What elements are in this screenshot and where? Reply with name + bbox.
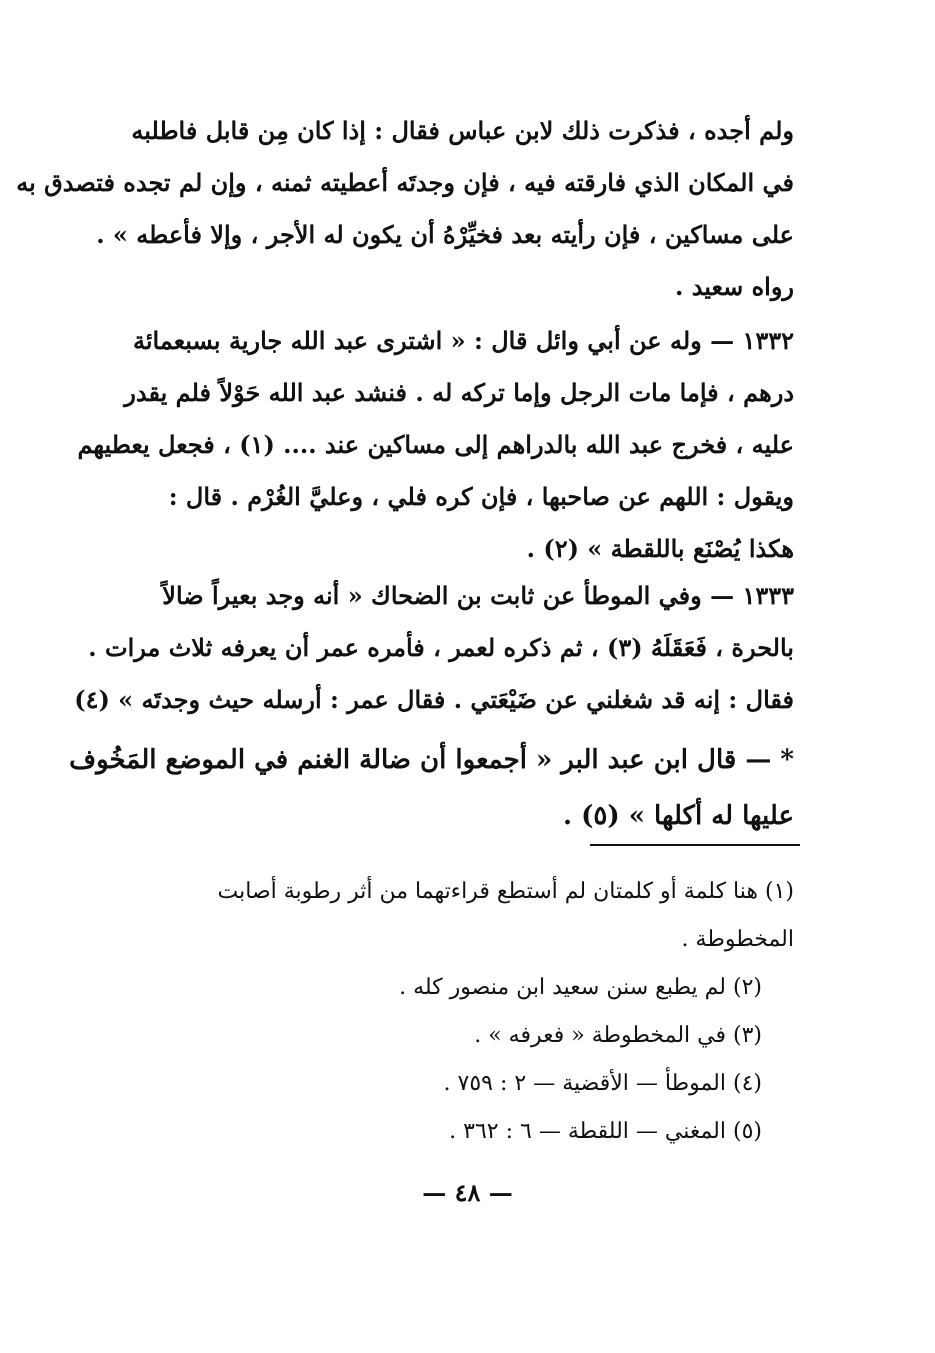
text-line: ١٣٣٣ — وفي الموطأ عن ثابت بن الضحاك « أنه وجد بعيراً ضالاً (162, 581, 794, 610)
paragraph-1333 (74, 570, 794, 726)
text-line: في المكان الذي فارقته فيه ، فإن وجدتَه أعطيته ثمنه ، وإن لم تجده فتصدق به (16, 168, 794, 197)
paragraph-ibn-abd-al-barr (69, 732, 794, 844)
footnote-4: (٤) الموطأ — الأقضية — ٢ : ٧٥٩ . (443, 1071, 762, 1096)
text-line: درهم ، فإما مات الرجل وإما تركه له . فنشد عبد الله حَوْلاً فلم يقدر (124, 378, 794, 407)
page-number: — ٤٨ — (422, 1178, 513, 1207)
text-line: * — قال ابن عبد البر « أجمعوا أن ضالة الغنم في الموضع المَخُوف (69, 745, 794, 775)
footnote-separator (590, 844, 800, 846)
text-line: ١٣٣٢ — وله عن أبي وائل قال : « اشترى عبد الله جارية بسبعمائة (132, 326, 794, 355)
footnote-5: (٥) المغني — اللقطة — ٦ : ٣٦٢ . (449, 1119, 762, 1144)
text-line: على مساكين ، فإن رأيته بعد فخيِّرْهُ أن يكون له الأجر ، وإلا فأعطه » . (96, 220, 794, 249)
footnote-1: (١) هنا كلمة أو كلمتان لم أستطع قراءتهما من أثر رطوبة أصابت (217, 879, 794, 904)
footnotes (146, 868, 794, 1156)
paragraph-1332 (77, 315, 794, 575)
footnote-3: (٣) في المخطوطة « فعرفه » . (474, 1023, 762, 1048)
text-line: فقال : إنه قد شغلني عن ضَيْعَتي . فقال عمر : أرسله حيث وجدتَه » (٤) (74, 685, 794, 714)
text-line: ويقول : اللهم عن صاحبها ، فإن كره فلي ، وعليَّ الغُرْم . قال : (168, 482, 794, 511)
text-line: عليه ، فخرج عبد الله بالدراهم إلى مساكين عند .... (١) ، فجعل يعطيهم (77, 430, 794, 459)
paragraph-continuation (16, 105, 794, 313)
footnote-2: (٢) لم يطبع سنن سعيد ابن منصور كله . (399, 975, 762, 1000)
text-line: بالحرة ، فَعَقَلَهُ (٣) ، ثم ذكره لعمر ، فأمره عمر أن يعرفه ثلاث مرات . (88, 633, 794, 662)
text-line: ولم أجده ، فذكرت ذلك لابن عباس فقال : إذا كان مِن قابل فاطلبه (131, 116, 794, 145)
text-line: هكذا يُصْنَع باللقطة » (٢) . (526, 534, 794, 563)
text-line: عليها له أكلها » (٥) . (563, 801, 794, 831)
text-line: رواه سعيد . (674, 272, 794, 301)
footnote-1-continuation: المخطوطة . (681, 927, 794, 952)
